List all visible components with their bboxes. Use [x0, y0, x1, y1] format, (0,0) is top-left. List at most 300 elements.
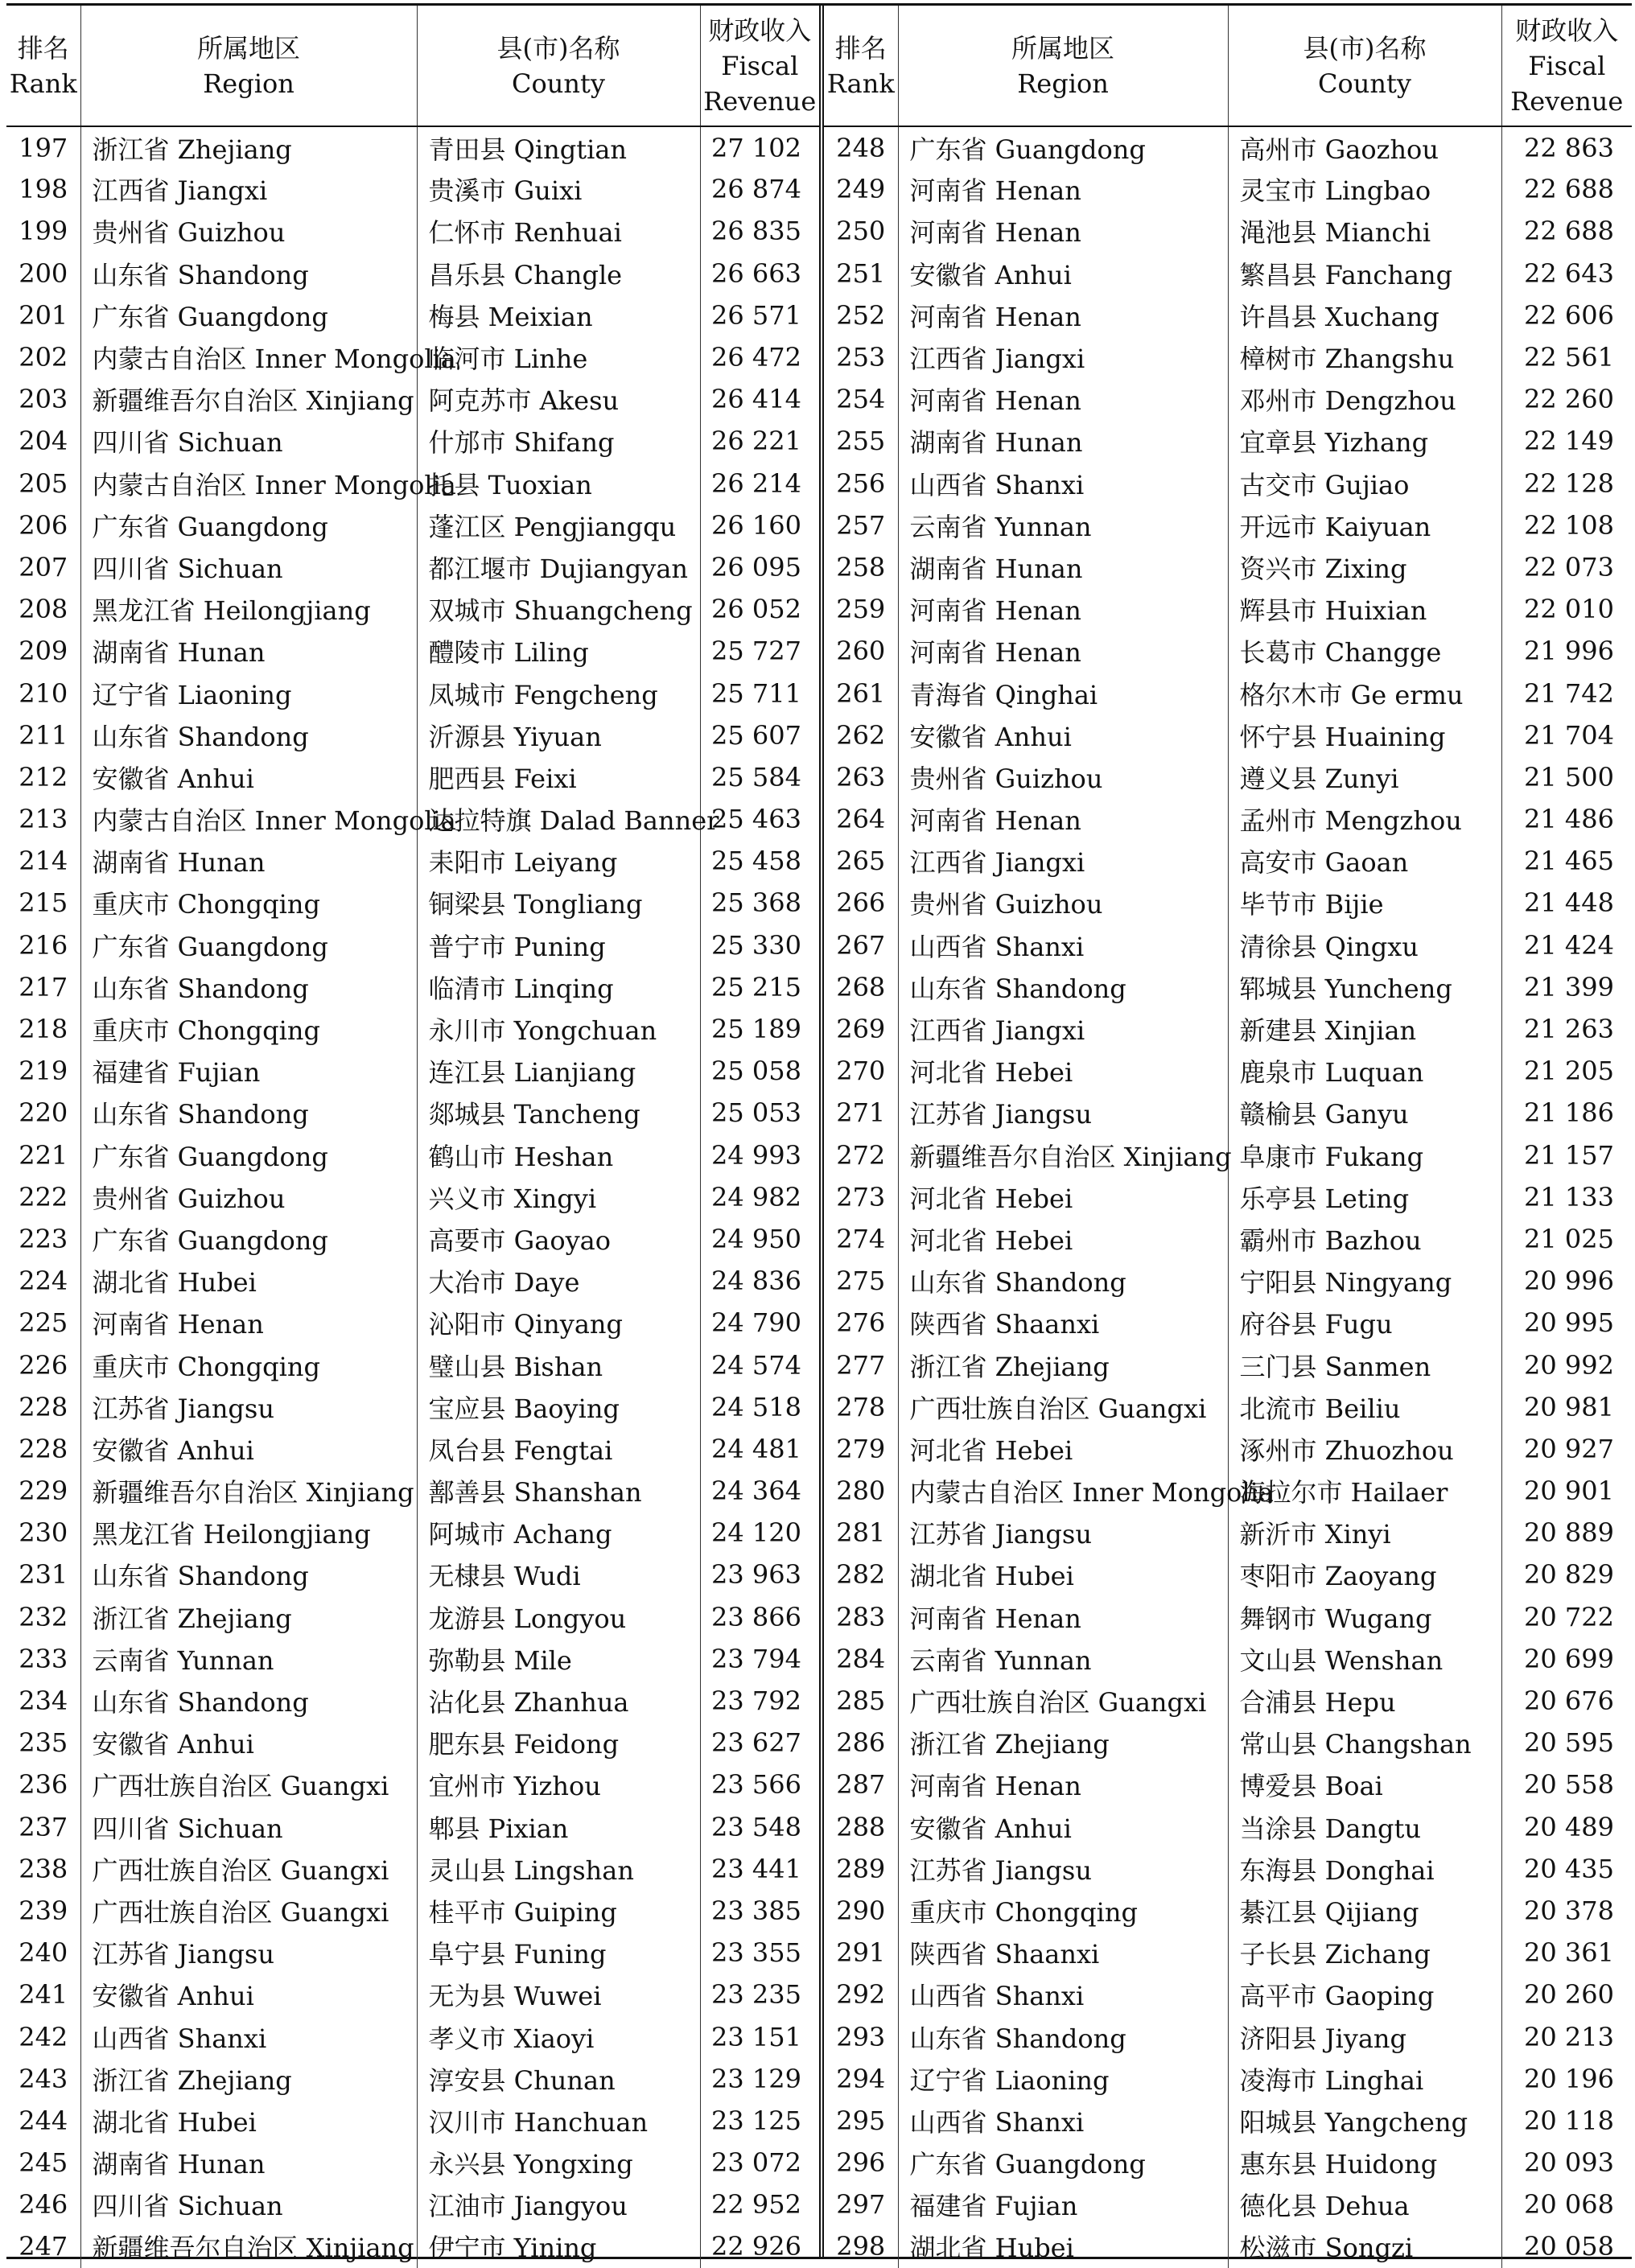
- table-row: [6, 966, 819, 1008]
- rank-cell: 266: [836, 887, 886, 919]
- revenue-cell: 20 595: [1501, 1722, 1632, 1764]
- rank-cell: 292: [836, 1979, 886, 2011]
- region-cell: 新疆维吾尔自治区 Xinjiang: [898, 1134, 1228, 1176]
- rank-cell: 297: [836, 2189, 886, 2221]
- revenue-cell: 26 214: [700, 463, 819, 504]
- rank-cell: 247: [19, 2231, 68, 2262]
- county-cell: 沾化县 Zhanhua: [417, 1680, 700, 1722]
- rank-cell: 212: [19, 761, 68, 792]
- rank-cell: 201: [19, 299, 68, 331]
- county-cell: 兴义市 Xingyi: [417, 1176, 700, 1218]
- region-cell: 浙江省 Zhejiang: [80, 126, 417, 168]
- table-row: [6, 840, 819, 882]
- revenue-cell: 25 215: [700, 966, 819, 1008]
- rank-cell: 285: [836, 1686, 886, 1717]
- county-cell: 肥东县 Feidong: [417, 1722, 700, 1764]
- rank-cell: 234: [19, 1686, 68, 1717]
- region-cell: 江苏省 Jiangsu: [898, 1512, 1228, 1554]
- county-cell: 阿城市 Achang: [417, 1512, 700, 1554]
- region-cell: 新疆维吾尔自治区 Xinjiang: [80, 1470, 417, 1512]
- revenue-header-zh: 财政收入: [708, 14, 812, 46]
- revenue-cell: 25 711: [700, 672, 819, 714]
- county-cell: 宜章县 Yizhang: [1228, 420, 1501, 462]
- region-cell: 安徽省 Anhui: [80, 1974, 417, 2015]
- region-cell: 浙江省 Zhejiang: [898, 1344, 1228, 1385]
- region-cell: 湖北省 Hubei: [898, 2225, 1228, 2267]
- revenue-cell: 20 361: [1501, 1932, 1632, 1974]
- region-cell: 重庆市 Chongqing: [80, 1344, 417, 1385]
- revenue-cell: 20 558: [1501, 1764, 1632, 1805]
- header-row: [6, 6, 819, 126]
- revenue-cell: 24 950: [700, 1218, 819, 1260]
- rank-cell: 288: [836, 1811, 886, 1842]
- table-row: [6, 1596, 819, 1638]
- revenue-cell: 24 481: [700, 1428, 819, 1470]
- rank-cell: 284: [836, 1643, 886, 1674]
- rank-cell: 293: [836, 2021, 886, 2052]
- region-cell: 山西省 Shanxi: [898, 463, 1228, 504]
- county-cell: 江油市 Jiangyou: [417, 2184, 700, 2225]
- table-row: [824, 504, 1632, 546]
- rank-cell: 209: [19, 636, 68, 667]
- rank-cell: 210: [19, 677, 68, 709]
- county-cell: 凤城市 Fengcheng: [417, 672, 700, 714]
- county-cell: 仁怀市 Renhuai: [417, 210, 700, 252]
- region-cell: 河南省 Henan: [898, 588, 1228, 630]
- table-row: [824, 2184, 1632, 2225]
- revenue-cell: 22 863: [1501, 126, 1632, 168]
- county-cell: 鹤山市 Heshan: [417, 1134, 700, 1176]
- rank-cell: 269: [836, 1014, 886, 1045]
- table-row: [6, 1428, 819, 1470]
- table-row: [6, 1722, 819, 1764]
- revenue-cell: 20 995: [1501, 1302, 1632, 1344]
- revenue-cell: 23 151: [700, 2015, 819, 2057]
- county-cell: 临清市 Linqing: [417, 966, 700, 1008]
- rank-cell: 295: [836, 2105, 886, 2136]
- revenue-cell: 25 458: [700, 840, 819, 882]
- region-header-zh: 所属地区: [1011, 32, 1114, 64]
- rank-cell: 225: [19, 1307, 68, 1339]
- revenue-cell: 21 465: [1501, 840, 1632, 882]
- rank-cell: 296: [836, 2147, 886, 2179]
- county-cell: 青田县 Qingtian: [417, 126, 700, 168]
- table-row: [6, 2015, 819, 2057]
- region-cell: 福建省 Fujian: [898, 2184, 1228, 2225]
- rank-cell: 213: [19, 804, 68, 835]
- table-row: [6, 1680, 819, 1722]
- revenue-cell: 21 448: [1501, 882, 1632, 924]
- county-cell: 文山县 Wenshan: [1228, 1638, 1501, 1680]
- rank-cell: 226: [19, 1349, 68, 1381]
- county-cell: 舞钢市 Wugang: [1228, 1596, 1501, 1638]
- rank-cell: 221: [19, 1139, 68, 1171]
- county-cell: 铜梁县 Tongliang: [417, 882, 700, 924]
- rank-cell: 252: [836, 299, 886, 331]
- region-cell: 广西壮族自治区 Guangxi: [80, 1848, 417, 1890]
- county-cell: 高安市 Gaoan: [1228, 840, 1501, 882]
- rank-cell: 263: [836, 761, 886, 792]
- revenue-cell: 22 606: [1501, 294, 1632, 336]
- county-cell: 都江堰市 Dujiangyan: [417, 546, 700, 588]
- county-cell: 古交市 Gujiao: [1228, 463, 1501, 504]
- county-cell: 孟州市 Mengzhou: [1228, 798, 1501, 840]
- table-row: [824, 2142, 1632, 2184]
- region-cell: 湖南省 Hunan: [898, 546, 1228, 588]
- rank-cell: 272: [836, 1139, 886, 1171]
- region-cell: 湖南省 Hunan: [80, 2142, 417, 2184]
- revenue-cell: 23 866: [700, 1596, 819, 1638]
- table-row: [6, 546, 819, 588]
- rank-cell: 248: [836, 132, 886, 163]
- table-row: [824, 1260, 1632, 1302]
- revenue-cell: 22 128: [1501, 463, 1632, 504]
- table-row: [6, 924, 819, 966]
- county-cell: 什邡市 Shifang: [417, 420, 700, 462]
- rank-cell: 291: [836, 1937, 886, 1969]
- revenue-cell: 21 486: [1501, 798, 1632, 840]
- rank-cell: 208: [19, 594, 68, 625]
- table-row: [824, 1680, 1632, 1722]
- region-header: [80, 6, 417, 126]
- county-cell: 蓬江区 Pengjiangqu: [417, 504, 700, 546]
- rank-cell: 294: [836, 2063, 886, 2094]
- revenue-cell: 26 095: [700, 546, 819, 588]
- revenue-cell: 21 133: [1501, 1176, 1632, 1218]
- table-row: [6, 1386, 819, 1428]
- county-cell: 繁昌县 Fanchang: [1228, 253, 1501, 294]
- rank-cell: 217: [19, 971, 68, 1002]
- region-header-en: Region: [1017, 68, 1109, 99]
- region-cell: 湖南省 Hunan: [898, 420, 1228, 462]
- rank-cell: 283: [836, 1601, 886, 1632]
- region-cell: 陕西省 Shaanxi: [898, 1302, 1228, 1344]
- rank-header: [824, 6, 898, 126]
- revenue-cell: 25 584: [700, 756, 819, 798]
- county-cell: 宜州市 Yizhou: [417, 1764, 700, 1805]
- revenue-header-en-1: Fiscal: [721, 50, 799, 81]
- table-row: [824, 1470, 1632, 1512]
- county-cell: 阜康市 Fukang: [1228, 1134, 1501, 1176]
- rank-cell: 253: [836, 342, 886, 373]
- rank-cell: 260: [836, 636, 886, 667]
- region-cell: 河南省 Henan: [898, 630, 1228, 672]
- rank-cell: 261: [836, 677, 886, 709]
- revenue-cell: 24 120: [700, 1512, 819, 1554]
- table-row: [6, 1512, 819, 1554]
- county-cell: 桂平市 Guiping: [417, 1890, 700, 1932]
- rank-cell: 228: [19, 1391, 68, 1422]
- revenue-cell: 23 355: [700, 1932, 819, 1974]
- right-table-body: [824, 126, 1632, 2268]
- table-row: [6, 1638, 819, 1680]
- table-row: [824, 924, 1632, 966]
- revenue-cell: 24 790: [700, 1302, 819, 1344]
- revenue-cell: 24 518: [700, 1386, 819, 1428]
- county-cell: 新沂市 Xinyi: [1228, 1512, 1501, 1554]
- region-cell: 山东省 Shandong: [898, 1260, 1228, 1302]
- region-cell: 山西省 Shanxi: [898, 924, 1228, 966]
- region-cell: 山西省 Shanxi: [80, 2015, 417, 2057]
- region-cell: 广东省 Guangdong: [80, 294, 417, 336]
- rank-cell: 258: [836, 551, 886, 582]
- table-row: [824, 588, 1632, 630]
- revenue-cell: 22 643: [1501, 253, 1632, 294]
- revenue-cell: 20 068: [1501, 2184, 1632, 2225]
- table-row: [6, 168, 819, 210]
- region-cell: 贵州省 Guizhou: [898, 882, 1228, 924]
- rank-cell: 204: [19, 426, 68, 457]
- region-cell: 江苏省 Jiangsu: [898, 1848, 1228, 1890]
- rank-cell: 289: [836, 1853, 886, 1884]
- county-cell: 合浦县 Hepu: [1228, 1680, 1501, 1722]
- revenue-cell: 20 927: [1501, 1428, 1632, 1470]
- revenue-cell: 22 073: [1501, 546, 1632, 588]
- revenue-cell: 20 722: [1501, 1596, 1632, 1638]
- revenue-cell: 23 548: [700, 1806, 819, 1848]
- county-cell: 肥西县 Feixi: [417, 756, 700, 798]
- county-cell: 三门县 Sanmen: [1228, 1344, 1501, 1385]
- revenue-cell: 26 835: [700, 210, 819, 252]
- revenue-cell: 20 992: [1501, 1344, 1632, 1385]
- county-cell: 醴陵市 Liling: [417, 630, 700, 672]
- revenue-cell: 23 125: [700, 2100, 819, 2142]
- region-cell: 山东省 Shandong: [80, 1680, 417, 1722]
- rank-cell: 211: [19, 719, 68, 751]
- region-cell: 浙江省 Zhejiang: [80, 2058, 417, 2100]
- county-cell: 弥勒县 Mile: [417, 1638, 700, 1680]
- region-cell: 安徽省 Anhui: [80, 1722, 417, 1764]
- table-row: [824, 1806, 1632, 1848]
- region-cell: 河南省 Henan: [898, 1764, 1228, 1805]
- revenue-cell: 21 500: [1501, 756, 1632, 798]
- county-cell: 博爱县 Boai: [1228, 1764, 1501, 1805]
- rank-cell: 298: [836, 2231, 886, 2262]
- rank-cell: 268: [836, 971, 886, 1002]
- table-row: [6, 756, 819, 798]
- rank-cell: 250: [836, 216, 886, 247]
- county-cell: 无棣县 Wudi: [417, 1554, 700, 1595]
- table-row: [6, 882, 819, 924]
- region-cell: 辽宁省 Liaoning: [80, 672, 417, 714]
- revenue-cell: 20 489: [1501, 1806, 1632, 1848]
- rank-cell: 218: [19, 1014, 68, 1045]
- county-cell: 当涂县 Dangtu: [1228, 1806, 1501, 1848]
- revenue-cell: 25 727: [700, 630, 819, 672]
- region-cell: 贵州省 Guizhou: [898, 756, 1228, 798]
- rank-cell: 273: [836, 1181, 886, 1212]
- table-row: [824, 2100, 1632, 2142]
- table-row: [824, 630, 1632, 672]
- county-cell: 龙游县 Longyou: [417, 1596, 700, 1638]
- revenue-cell: 20 699: [1501, 1638, 1632, 1680]
- county-cell: 耒阳市 Leiyang: [417, 840, 700, 882]
- region-cell: 浙江省 Zhejiang: [80, 1596, 417, 1638]
- rank-cell: 224: [19, 1266, 68, 1297]
- region-cell: 河南省 Henan: [898, 1596, 1228, 1638]
- region-cell: 安徽省 Anhui: [898, 1806, 1228, 1848]
- county-cell: 临河市 Linhe: [417, 336, 700, 378]
- region-cell: 青海省 Qinghai: [898, 672, 1228, 714]
- region-cell: 河北省 Hebei: [898, 1428, 1228, 1470]
- region-cell: 四川省 Sichuan: [80, 546, 417, 588]
- rank-cell: 246: [19, 2189, 68, 2221]
- table-row: [6, 714, 819, 756]
- revenue-cell: 20 213: [1501, 2015, 1632, 2057]
- region-cell: 黑龙江省 Heilongjiang: [80, 1512, 417, 1554]
- county-cell: 新建县 Xinjian: [1228, 1008, 1501, 1050]
- county-cell: 许昌县 Xuchang: [1228, 294, 1501, 336]
- table-row: [6, 2225, 819, 2267]
- county-cell: 毕节市 Bijie: [1228, 882, 1501, 924]
- region-cell: 河南省 Henan: [898, 798, 1228, 840]
- rank-cell: 235: [19, 1727, 68, 1759]
- county-cell: 长葛市 Changge: [1228, 630, 1501, 672]
- rank-cell: 279: [836, 1433, 886, 1464]
- revenue-cell: 22 952: [700, 2184, 819, 2225]
- region-cell: 重庆市 Chongqing: [80, 1008, 417, 1050]
- table-row: [6, 1176, 819, 1218]
- rank-cell: 198: [19, 174, 68, 205]
- county-cell: 郯城县 Tancheng: [417, 1092, 700, 1134]
- county-cell: 永兴县 Yongxing: [417, 2142, 700, 2184]
- region-cell: 广西壮族自治区 Guangxi: [80, 1764, 417, 1805]
- revenue-cell: 27 102: [700, 126, 819, 168]
- county-cell: 普宁市 Puning: [417, 924, 700, 966]
- revenue-cell: 23 385: [700, 1890, 819, 1932]
- region-cell: 山东省 Shandong: [80, 253, 417, 294]
- region-cell: 重庆市 Chongqing: [80, 882, 417, 924]
- region-cell: 江苏省 Jiangsu: [80, 1386, 417, 1428]
- region-cell: 江西省 Jiangxi: [898, 336, 1228, 378]
- rank-cell: 237: [19, 1811, 68, 1842]
- revenue-cell: 21 263: [1501, 1008, 1632, 1050]
- table-row: [824, 840, 1632, 882]
- rank-cell: 220: [19, 1097, 68, 1129]
- revenue-cell: 25 058: [700, 1050, 819, 1092]
- rank-cell: 276: [836, 1307, 886, 1339]
- region-cell: 山东省 Shandong: [80, 714, 417, 756]
- rank-cell: 197: [19, 132, 68, 163]
- left-table-body: [6, 126, 819, 2268]
- region-cell: 内蒙古自治区 Inner Mongolia: [80, 336, 417, 378]
- revenue-cell: 23 129: [700, 2058, 819, 2100]
- rank-cell: 275: [836, 1266, 886, 1297]
- table-row: [6, 1134, 819, 1176]
- rank-cell: 254: [836, 384, 886, 415]
- table-row: [6, 1218, 819, 1260]
- county-cell: 鹿泉市 Luquan: [1228, 1050, 1501, 1092]
- rank-cell: 278: [836, 1391, 886, 1422]
- rank-cell: 270: [836, 1056, 886, 1087]
- rank-cell: 262: [836, 719, 886, 751]
- revenue-cell: 20 058: [1501, 2225, 1632, 2267]
- county-cell: 济阳县 Jiyang: [1228, 2015, 1501, 2057]
- table-row: [6, 2058, 819, 2100]
- rank-cell: 203: [19, 384, 68, 415]
- revenue-cell: 21 186: [1501, 1092, 1632, 1134]
- region-header-zh: 所属地区: [196, 32, 300, 64]
- rank-cell: 205: [19, 467, 68, 499]
- region-cell: 河南省 Henan: [898, 378, 1228, 420]
- region-cell: 河北省 Hebei: [898, 1176, 1228, 1218]
- region-cell: 浙江省 Zhejiang: [898, 1722, 1228, 1764]
- region-cell: 湖北省 Hubei: [80, 1260, 417, 1302]
- county-cell: 松滋市 Songzi: [1228, 2225, 1501, 2267]
- region-cell: 四川省 Sichuan: [80, 1806, 417, 1848]
- county-cell: 赣榆县 Ganyu: [1228, 1092, 1501, 1134]
- county-cell: 璧山县 Bishan: [417, 1344, 700, 1385]
- rank-cell: 236: [19, 1769, 68, 1801]
- region-cell: 黑龙江省 Heilongjiang: [80, 588, 417, 630]
- table-row: [824, 966, 1632, 1008]
- revenue-cell: 22 561: [1501, 336, 1632, 378]
- revenue-cell: 20 196: [1501, 2058, 1632, 2100]
- county-cell: 霸州市 Bazhou: [1228, 1218, 1501, 1260]
- header-row: [824, 6, 1632, 126]
- rank-cell: 232: [19, 1601, 68, 1632]
- table-row: [824, 463, 1632, 504]
- table-row: [824, 420, 1632, 462]
- rank-cell: 243: [19, 2063, 68, 2094]
- county-cell: 綦江县 Qijiang: [1228, 1890, 1501, 1932]
- county-cell: 海拉尔市 Hailaer: [1228, 1470, 1501, 1512]
- rank-header-en: Rank: [826, 68, 895, 99]
- table-row: [6, 420, 819, 462]
- region-cell: 新疆维吾尔自治区 Xinjiang: [80, 378, 417, 420]
- county-cell: 渑池县 Mianchi: [1228, 210, 1501, 252]
- table-row: [824, 1386, 1632, 1428]
- table-row: [824, 798, 1632, 840]
- revenue-cell: 22 108: [1501, 504, 1632, 546]
- county-cell: 淳安县 Chunan: [417, 2058, 700, 2100]
- revenue-cell: 22 688: [1501, 168, 1632, 210]
- county-header-zh: 县(市)名称: [1303, 32, 1427, 64]
- region-cell: 广东省 Guangdong: [898, 126, 1228, 168]
- county-cell: 清徐县 Qingxu: [1228, 924, 1501, 966]
- table-row: [824, 1134, 1632, 1176]
- table-row: [824, 294, 1632, 336]
- county-cell: 凤台县 Fengtai: [417, 1428, 700, 1470]
- revenue-cell: 20 981: [1501, 1386, 1632, 1428]
- revenue-cell: 21 996: [1501, 630, 1632, 672]
- rank-cell: 222: [19, 1181, 68, 1212]
- county-cell: 灵宝市 Lingbao: [1228, 168, 1501, 210]
- region-cell: 河南省 Henan: [898, 210, 1228, 252]
- revenue-cell: 26 571: [700, 294, 819, 336]
- county-cell: 永川市 Yongchuan: [417, 1008, 700, 1050]
- region-cell: 湖北省 Hubei: [80, 2100, 417, 2142]
- county-cell: 阳城县 Yangcheng: [1228, 2100, 1501, 2142]
- table-row: [6, 504, 819, 546]
- region-cell: 陕西省 Shaanxi: [898, 1932, 1228, 1974]
- region-cell: 广东省 Guangdong: [80, 504, 417, 546]
- table-row: [824, 546, 1632, 588]
- region-cell: 江苏省 Jiangsu: [80, 1932, 417, 1974]
- rank-cell: 256: [836, 467, 886, 499]
- table-row: [824, 126, 1632, 168]
- county-cell: 郫县 Pixian: [417, 1806, 700, 1848]
- county-cell: 昌乐县 Changle: [417, 253, 700, 294]
- rank-cell: 202: [19, 342, 68, 373]
- revenue-cell: 23 235: [700, 1974, 819, 2015]
- revenue-cell: 20 889: [1501, 1512, 1632, 1554]
- table-row: [824, 1722, 1632, 1764]
- table-row: [6, 1092, 819, 1134]
- county-cell: 沂源县 Yiyuan: [417, 714, 700, 756]
- fiscal-revenue-table: [6, 3, 1632, 2264]
- region-cell: 山东省 Shandong: [80, 1554, 417, 1595]
